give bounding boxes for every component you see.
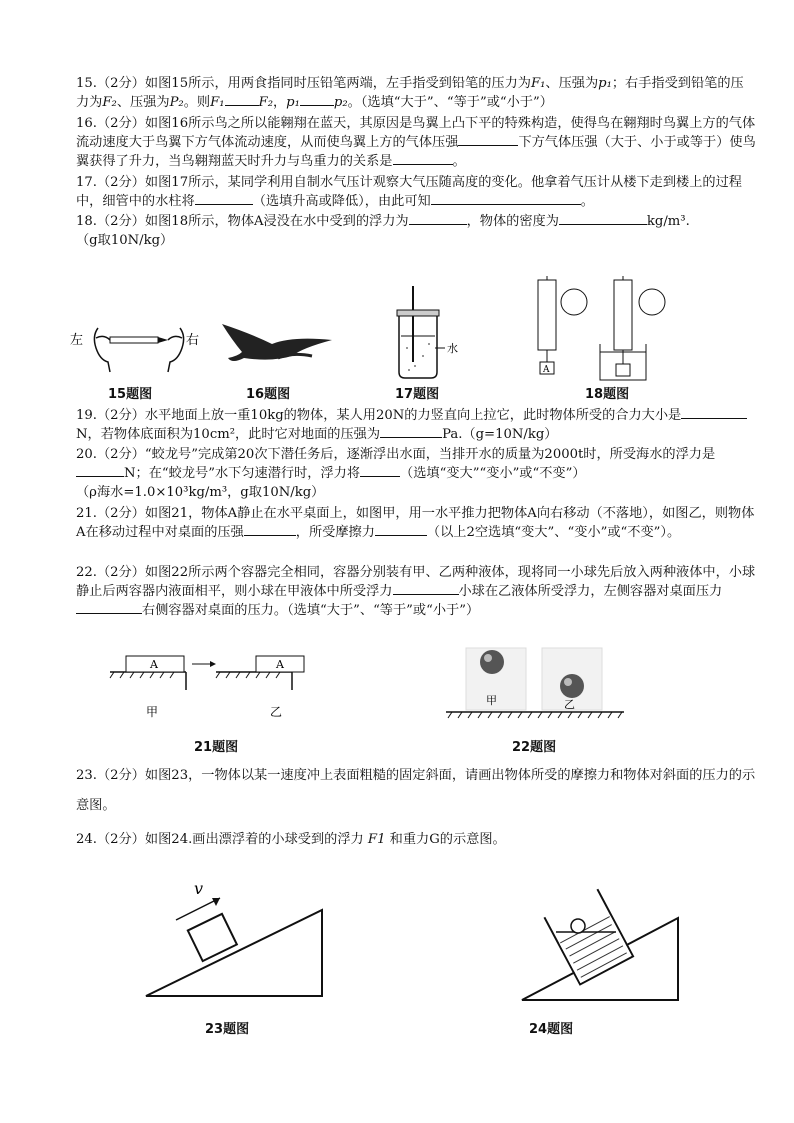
svg-text:左: 左 xyxy=(70,333,84,348)
answer-blank[interactable] xyxy=(76,464,124,477)
answer-blank[interactable] xyxy=(458,133,518,146)
svg-text:甲: 甲 xyxy=(486,694,497,707)
answer-blank[interactable] xyxy=(300,93,334,106)
answer-blank[interactable] xyxy=(76,601,142,614)
figure-caption: 17题图 xyxy=(395,387,440,402)
answer-blank[interactable] xyxy=(380,425,442,438)
svg-text:乙: 乙 xyxy=(564,698,575,711)
figure-16-bird xyxy=(218,318,336,374)
answer-blank[interactable] xyxy=(431,192,581,205)
question-16: 16.（2分）如图16所示鸟之所以能翱翔在蓝天，其原因是鸟翼上凸下平的特殊构造，使得鸟在翱翔时鸟翼上方的气体流动速度大于鸟翼下方气体流动速度，从而使鸟翼上方的气体压强 下方气体压强（大于、小于或等于）使鸟翼获得了升力，当鸟翱翔蓝天时升力与鸟重力的关系是 。 xyxy=(76,116,756,169)
question-23: 23.（2分）如图23，一物体以某一速度冲上表面粗糙的固定斜面，请画出物体所受的摩擦力和物体对斜面的压力的示意图。 xyxy=(76,768,756,813)
answer-blank[interactable] xyxy=(375,523,427,536)
answer-blank[interactable] xyxy=(393,582,459,595)
answer-blank[interactable] xyxy=(244,523,296,536)
svg-text:右: 右 xyxy=(186,333,200,348)
figure-caption: 21题图 xyxy=(194,740,239,755)
figure-caption: 16题图 xyxy=(246,387,291,402)
figure-caption: 23题图 xyxy=(205,1022,250,1037)
figure-15 xyxy=(68,318,208,378)
svg-text:甲: 甲 xyxy=(146,705,159,719)
answer-blank[interactable] xyxy=(195,192,253,205)
answer-blank[interactable] xyxy=(360,464,400,477)
svg-text:水: 水 xyxy=(447,342,458,355)
svg-text:v: v xyxy=(194,879,204,898)
question-15: 15.（2分）如图15所示，用两食指同时压铅笔两端，左手指受到铅笔的压力为F₁、压强为p₁；右手指受到铅笔的压力为F₂、压强为P₂。则F₁ F₂，p₁ p₂。（选填“大于”、“等于”或“小于”） xyxy=(76,76,744,110)
figure-21 xyxy=(110,650,310,720)
figure-24-incline-container xyxy=(520,880,680,1004)
figure-18-spring-scales xyxy=(530,276,680,384)
figure-caption: 24题图 xyxy=(529,1022,574,1037)
answer-blank[interactable] xyxy=(393,152,453,165)
question-19: 19.（2分）水平地面上放一重10kg的物体，某人用20N的力竖直向上拉它，此时物体所受的合力大小是N，若物体底面积为10cm²，此时它对地面的压强为 Pa.（g=10N/kg） xyxy=(76,406,756,444)
figure-22 xyxy=(446,640,626,720)
answer-blank[interactable] xyxy=(225,93,259,106)
answer-blank[interactable] xyxy=(409,212,467,225)
figure-23-incline xyxy=(146,876,326,1000)
svg-text:乙: 乙 xyxy=(270,705,283,719)
answer-blank[interactable] xyxy=(681,406,747,419)
question-18: 18.（2分）如图18所示，物体A浸没在水中受到的浮力为 ，物体的密度为 kg/m³. （g取10N/kg） xyxy=(76,214,690,248)
svg-text:A: A xyxy=(150,658,158,671)
answer-blank[interactable] xyxy=(559,212,647,225)
figure-caption: 18题图 xyxy=(585,387,630,402)
question-21: 21.（2分）如图21，物体A静止在水平桌面上，如图甲，用一水平推力把物体A向右移动（不落地），如图乙，则物体A在移动过程中对桌面的压强 ，所受摩擦力 （以上2空选填“变大”、“变小”或“不变”）。 xyxy=(76,506,755,540)
question-24: 24.（2分）如图24.画出漂浮着的小球受到的浮力 F1 和重力G的示意图。 xyxy=(76,832,506,847)
figure-caption: 15题图 xyxy=(108,387,153,402)
question-22: 22.（2分）如图22所示两个容器完全相同，容器分别装有甲、乙两种液体，现将同一小球先后放入两种液体中，小球静止后两容器内液面相平，则小球在甲液体中所受浮力 小球在乙液体所受浮力，左侧容器对桌面压力右侧容器对桌面的压力。（选填“大于”、“等于”或“小于”） xyxy=(76,565,756,618)
figure-caption: 22题图 xyxy=(512,740,557,755)
figure-17-barometer xyxy=(395,286,465,380)
svg-text:A: A xyxy=(543,365,550,375)
question-17: 17.（2分）如图17所示，某同学利用自制水气压计观察大气压随高度的变化。他拿着气压计从楼下走到楼上的过程中，细管中的水柱将 （选填升高或降低），由此可知 。 xyxy=(76,175,742,209)
svg-text:A: A xyxy=(276,658,284,671)
question-20: 20.（2分）“蛟龙号”完成第20次下潜任务后，逐渐浮出水面，当排开水的质量为2000t时，所受海水的浮力是N；在“蛟龙号”水下匀速潜行时，浮力将 （选填“变大”“变小”或“不变”） （ρ海水=1.0×10³kg/m³，g取10N/kg） xyxy=(76,447,716,500)
